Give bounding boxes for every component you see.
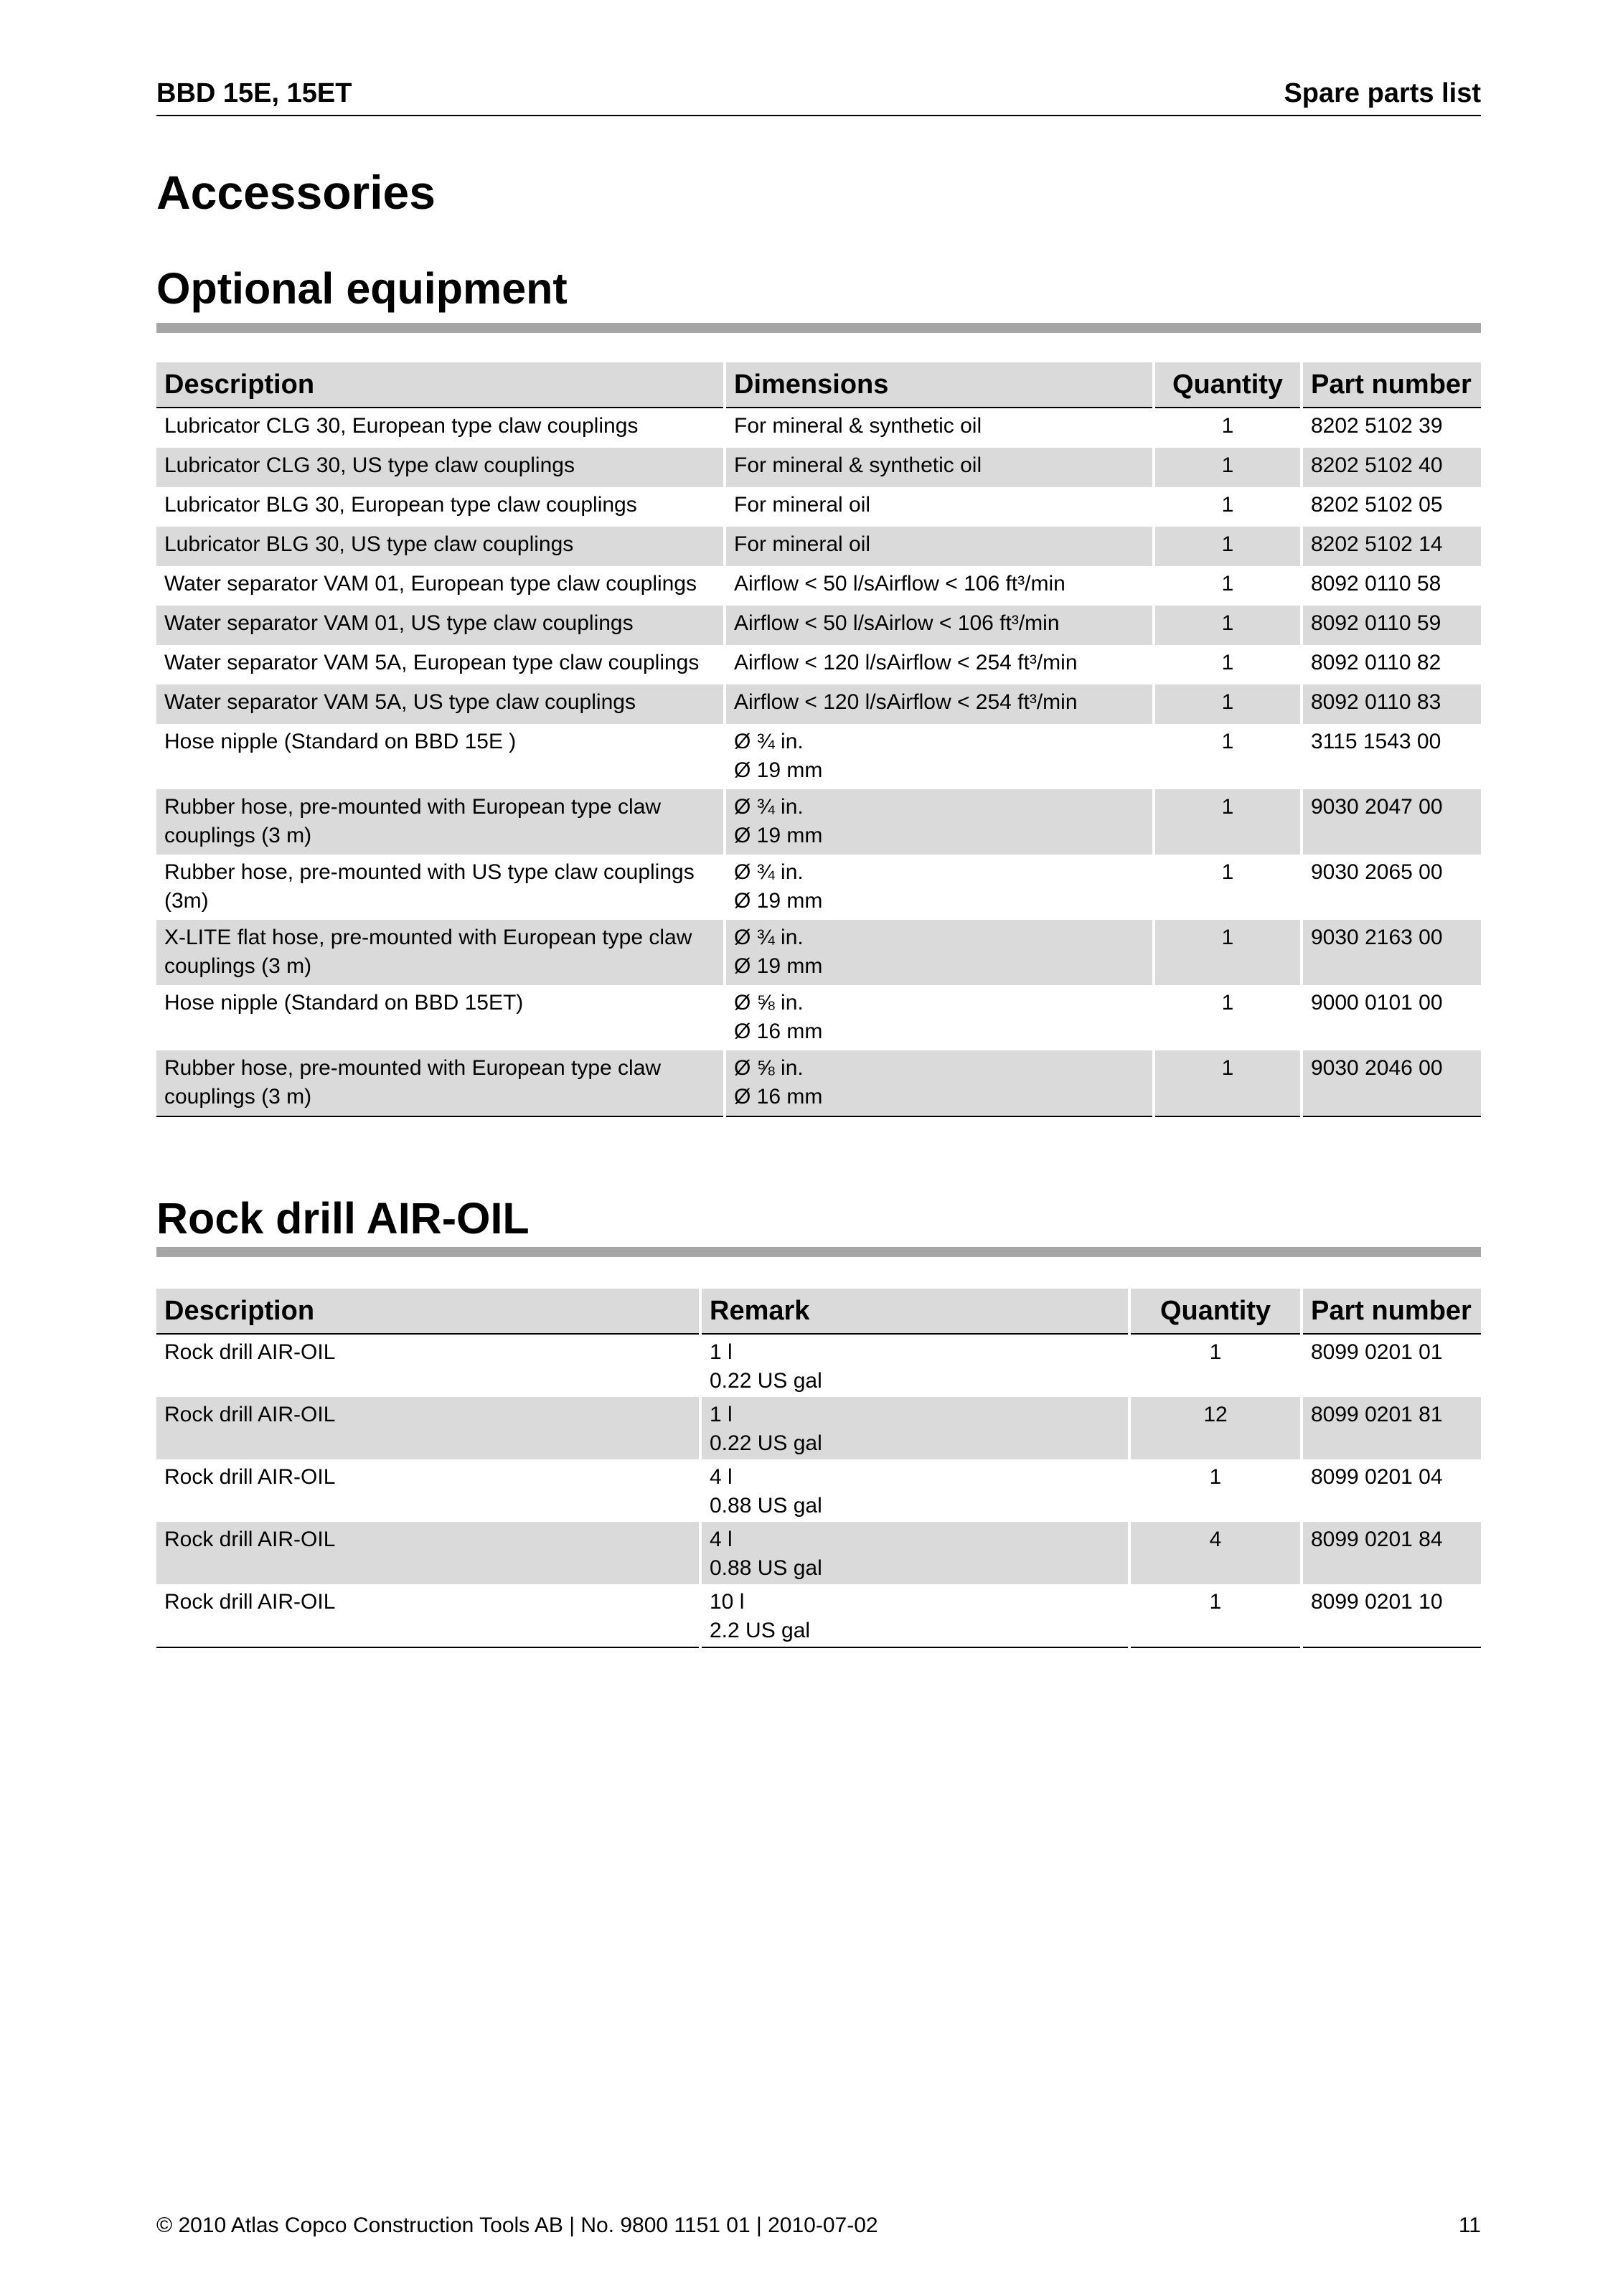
remark-cell-line: 0.22 US gal (710, 1431, 822, 1455)
remark-cell-line: 1 l (710, 1403, 733, 1426)
remark-cell (700, 1397, 1129, 1459)
dimensions-cell-line: For mineral oil (734, 532, 871, 556)
part-number-cell: 8202 5102 39 (1302, 408, 1481, 448)
description-cell: Lubricator CLG 30, US type claw couplings (156, 448, 725, 487)
remark-cell (700, 1522, 1129, 1584)
column-header-part-number: Part number (1302, 362, 1481, 408)
remark-cell (700, 1334, 1129, 1397)
quantity-cell: 1 (1154, 606, 1302, 645)
quantity-cell: 4 (1129, 1522, 1302, 1584)
column-header-quantity: Quantity (1154, 362, 1302, 408)
table-row (156, 920, 1481, 985)
dimensions-cell (725, 448, 1154, 487)
table-row (156, 448, 1481, 487)
page-number: 11 (1458, 2213, 1481, 2237)
part-number-cell: 8202 5102 05 (1302, 487, 1481, 527)
quantity-cell: 1 (1154, 448, 1302, 487)
quantity-cell: 1 (1154, 789, 1302, 855)
remark-cell-line: 4 l (710, 1465, 733, 1489)
dimensions-cell-line: Ø 19 mm (734, 954, 823, 978)
table-row (156, 1334, 1481, 1397)
table-row (156, 985, 1481, 1050)
description-cell: Water separator VAM 5A, European type claw couplings (164, 651, 700, 674)
table-row (156, 1459, 1481, 1522)
part-number-cell: 8092 0110 59 (1302, 606, 1481, 645)
document-type: Spare parts list (1284, 78, 1481, 108)
part-number-cell: 9030 2047 00 (1302, 789, 1481, 855)
dimensions-cell (725, 606, 1154, 645)
dimensions-cell (725, 1050, 1154, 1116)
quantity-cell: 1 (1154, 1050, 1302, 1116)
column-header-description: Description (156, 362, 725, 408)
table-row (156, 606, 1481, 645)
column-header-dimensions: Dimensions (725, 362, 1154, 408)
description-cell: Water separator VAM 01, European type claw couplings (164, 572, 697, 596)
remark-cell-line: 10 l (710, 1590, 745, 1614)
quantity-cell: 1 (1154, 487, 1302, 527)
section-heading-optional-equipment: Optional equipment (156, 264, 568, 313)
description-cell: Water separator VAM 01, US type claw couplings (156, 606, 725, 645)
dimensions-cell-line: Airflow < 120 l/sAirflow < 254 ft³/min (734, 651, 1078, 674)
table-row (156, 1397, 1481, 1459)
dimensions-cell-line: Ø 16 mm (734, 1020, 823, 1043)
dimensions-cell (725, 789, 1154, 855)
part-number-cell: 8099 0201 04 (1302, 1459, 1481, 1522)
dimensions-cell (725, 724, 1154, 789)
description-cell: Lubricator BLG 30, US type claw couplings (156, 527, 725, 566)
part-number-cell: 8099 0201 84 (1302, 1522, 1481, 1584)
part-number-cell: 8092 0110 82 (1302, 645, 1481, 684)
column-header-part-number: Part number (1302, 1289, 1481, 1334)
table-row (156, 408, 1481, 448)
table-row (156, 855, 1481, 920)
page-title: Accessories (156, 166, 436, 219)
remark-cell-line: 0.88 US gal (710, 1556, 822, 1580)
quantity-cell: 1 (1129, 1334, 1302, 1397)
dimensions-cell-line: Ø 19 mm (734, 889, 823, 913)
dimensions-cell-line: Ø ⅝ in. (734, 1056, 804, 1080)
table-row (156, 684, 1481, 724)
description-cell: Rubber hose, pre-mounted with European type claw couplings (3 m) (156, 1050, 725, 1116)
dimensions-cell-line: Airflow < 120 l/sAirflow < 254 ft³/min (734, 690, 1078, 714)
part-number-cell: 9030 2065 00 (1302, 855, 1481, 920)
dimensions-cell (725, 487, 1154, 527)
dimensions-cell-line: Ø 19 mm (734, 824, 823, 847)
table-row (156, 1584, 1481, 1647)
table-header-row (156, 362, 1481, 408)
description-cell: Rubber hose, pre-mounted with US type claw couplings (3m) (164, 860, 695, 913)
section-rule (156, 1247, 1481, 1257)
optional-equipment-rows (156, 408, 1481, 1116)
table-row (156, 645, 1481, 684)
remark-cell-line: 0.22 US gal (710, 1369, 822, 1393)
description-cell: Hose nipple (Standard on BBD 15E ) (164, 730, 517, 753)
quantity-cell: 1 (1154, 684, 1302, 724)
table-row (156, 789, 1481, 855)
description-cell: Rock drill AIR-OIL (164, 1340, 336, 1364)
table-row (156, 724, 1481, 789)
remark-cell-line: 4 l (710, 1528, 733, 1551)
part-number-cell: 8099 0201 01 (1302, 1334, 1481, 1397)
description-cell: Lubricator CLG 30, European type claw couplings (164, 414, 639, 438)
part-number-cell: 8099 0201 81 (1302, 1397, 1481, 1459)
document-model: BBD 15E, 15ET (156, 78, 352, 108)
dimensions-cell-line: For mineral & synthetic oil (734, 453, 982, 477)
column-header-remark: Remark (700, 1289, 1129, 1334)
remark-cell (700, 1459, 1129, 1522)
part-number-cell: 3115 1543 00 (1302, 724, 1481, 789)
part-number-cell: 8202 5102 40 (1302, 448, 1481, 487)
column-header-quantity: Quantity (1129, 1289, 1302, 1334)
description-cell: Rock drill AIR-OIL (156, 1584, 700, 1647)
dimensions-cell (725, 920, 1154, 985)
part-number-cell: 8099 0201 10 (1302, 1584, 1481, 1647)
part-number-cell: 9000 0101 00 (1302, 985, 1481, 1050)
table-header-row (156, 1289, 1481, 1334)
dimensions-cell (725, 566, 1154, 606)
quantity-cell: 1 (1154, 645, 1302, 684)
quantity-cell: 1 (1129, 1584, 1302, 1647)
dimensions-cell (725, 855, 1154, 920)
description-cell: Rock drill AIR-OIL (164, 1465, 336, 1489)
quantity-cell: 1 (1154, 527, 1302, 566)
dimensions-cell-line: Ø 19 mm (734, 758, 823, 782)
quantity-cell: 12 (1129, 1397, 1302, 1459)
table-row (156, 487, 1481, 527)
part-number-cell: 8092 0110 83 (1302, 684, 1481, 724)
dimensions-cell-line: Ø ¾ in. (734, 926, 804, 949)
quantity-cell: 1 (1154, 920, 1302, 985)
dimensions-cell-line: Ø 16 mm (734, 1085, 823, 1109)
dimensions-cell-line: Ø ¾ in. (734, 860, 804, 884)
remark-cell-line: 0.88 US gal (710, 1494, 822, 1518)
dimensions-cell (725, 527, 1154, 566)
table-row (156, 1522, 1481, 1584)
quantity-cell: 1 (1129, 1459, 1302, 1522)
description-cell: Water separator VAM 5A, US type claw couplings (156, 684, 725, 724)
dimensions-cell (725, 684, 1154, 724)
dimensions-cell-line: Ø ¾ in. (734, 795, 804, 819)
section-rule (156, 323, 1481, 333)
description-cell: Rubber hose, pre-mounted with European type claw couplings (3 m) (156, 789, 725, 855)
part-number-cell: 8202 5102 14 (1302, 527, 1481, 566)
remark-cell-line: 1 l (710, 1340, 733, 1364)
section-heading-rock-drill-air-oil: Rock drill AIR-OIL (156, 1194, 530, 1243)
copyright-notice: © 2010 Atlas Copco Construction Tools AB | No. 9800 1151 01 | 2010-07-02 (156, 2213, 878, 2237)
quantity-cell: 1 (1154, 985, 1302, 1050)
page (156, 0, 1481, 2296)
quantity-cell: 1 (1154, 855, 1302, 920)
table-row (156, 527, 1481, 566)
remark-cell (700, 1584, 1129, 1647)
dimensions-cell-line: For mineral & synthetic oil (734, 414, 982, 438)
table-row (156, 1050, 1481, 1116)
description-cell: Lubricator BLG 30, European type claw couplings (164, 493, 637, 517)
quantity-cell: 1 (1154, 724, 1302, 789)
part-number-cell: 9030 2046 00 (1302, 1050, 1481, 1116)
description-cell: X-LITE flat hose, pre-mounted with European type claw couplings (3 m) (156, 920, 725, 985)
dimensions-cell-line: Airflow < 50 l/sAirlow < 106 ft³/min (734, 611, 1060, 635)
page-footer (156, 2211, 1481, 2240)
remark-cell-line: 2.2 US gal (710, 1619, 811, 1642)
rock-drill-air-oil-rows (156, 1334, 1481, 1647)
dimensions-cell (725, 985, 1154, 1050)
table-row (156, 566, 1481, 606)
part-number-cell: 9030 2163 00 (1302, 920, 1481, 985)
part-number-cell: 8092 0110 58 (1302, 566, 1481, 606)
dimensions-cell (725, 645, 1154, 684)
running-header (156, 75, 1481, 116)
dimensions-cell-line: Airflow < 50 l/sAirflow < 106 ft³/min (734, 572, 1065, 596)
description-cell: Hose nipple (Standard on BBD 15ET) (164, 991, 524, 1015)
description-cell: Rock drill AIR-OIL (156, 1397, 700, 1459)
quantity-cell: 1 (1154, 408, 1302, 448)
dimensions-cell-line: Ø ⅝ in. (734, 991, 804, 1015)
description-cell: Rock drill AIR-OIL (156, 1522, 700, 1584)
dimensions-cell-line: For mineral oil (734, 493, 871, 517)
quantity-cell: 1 (1154, 566, 1302, 606)
rock-drill-air-oil-table (156, 1289, 1481, 1648)
dimensions-cell (725, 408, 1154, 448)
column-header-description: Description (156, 1289, 700, 1334)
optional-equipment-table (156, 362, 1481, 1117)
dimensions-cell-line: Ø ¾ in. (734, 730, 804, 753)
